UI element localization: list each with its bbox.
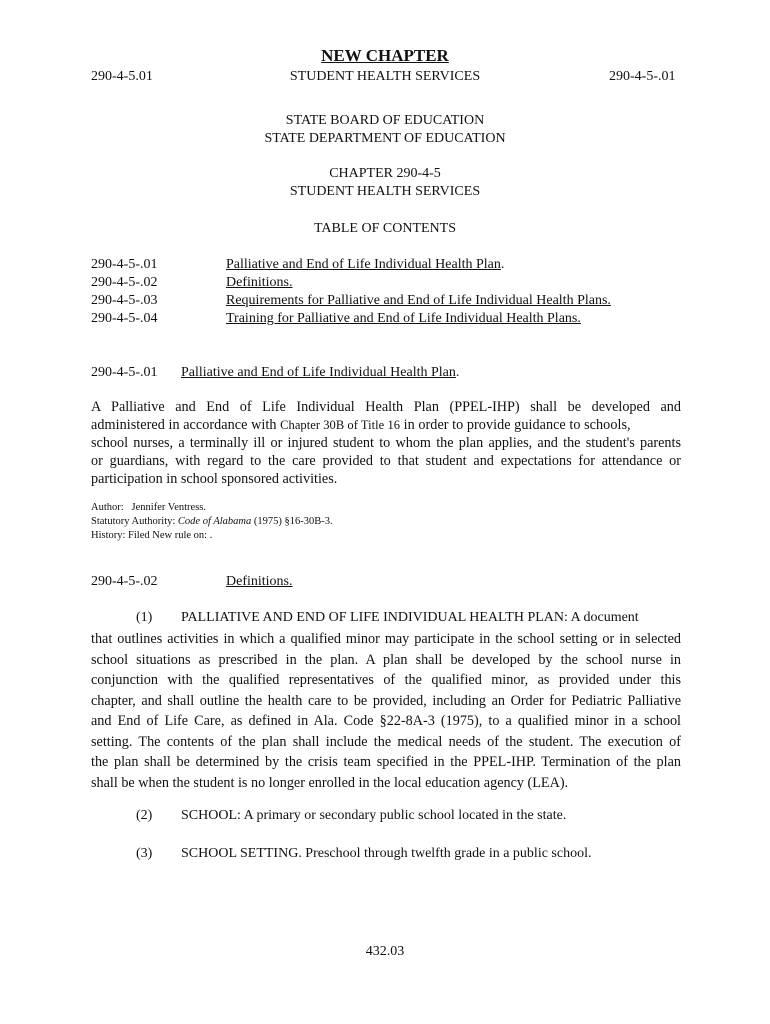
definition-3-number: (3) [136,846,153,861]
toc-link[interactable] [226,292,611,310]
section-1-body-line: or guardians, with regard to the care provided to that student and expectations for attendance or [91,453,681,469]
definition-1-first-line: PALLIATIVE AND END OF LIFE INDIVIDUAL HEALTH PLAN: A document [181,610,639,625]
toc-link[interactable] [226,310,581,328]
header-left-code: 290-4-5.01 [91,69,153,84]
chapter-number: CHAPTER 290-4-5 [329,166,441,181]
definition-1-number: (1) [136,610,153,625]
statutory-label: Statutory Authority: [91,516,176,527]
toc-title: TABLE OF CONTENTS [314,221,456,236]
header-center-title: STUDENT HEALTH SERVICES [289,69,481,84]
statutory-authority-line [91,515,333,529]
author-label: Author: [91,502,124,513]
chapter-title: STUDENT HEALTH SERVICES [289,184,481,199]
definition-1-line: and End of Life Care, as defined in Ala. Code §22-8A-3 (1975), to a qualified minor in a school [91,713,681,729]
section-1-body-text: administered in accordance with [91,417,277,433]
section-1-body-line: A Palliative and End of Life Individual Health Plan (PPEL-IHP) shall be developed and [91,399,681,415]
section-2-code: 290-4-5-.02 [91,574,158,589]
section-1-body-line [91,416,681,434]
definition-1-line: chapter, and shall outline the health care to be provided, including an Order for Pediatric Palliative [91,692,681,709]
definition-2-number: (2) [136,808,153,823]
definition-1-line: conjunction with the qualified representatives of the qualified minor, as provided under this [91,672,681,688]
section-1-title: Palliative and End of Life Individual Health Plan [181,365,456,380]
toc-code: 290-4-5-.01 [91,257,158,272]
section-1-code: 290-4-5-.01 [91,365,158,380]
author-name: Jennifer Ventress. [131,502,207,513]
definition-1-line: setting. The contents of the plan shall include the medical needs of the student. The execution of [91,733,681,750]
chapter-reference: Chapter 30B of Title 16 [280,418,401,432]
agency-line-2: STATE DEPARTMENT OF EDUCATION [264,131,506,146]
agency-line-1: STATE BOARD OF EDUCATION [285,113,485,128]
section-1-title-suffix: . [455,365,460,380]
toc-link[interactable] [226,274,293,292]
toc-link-text[interactable]: Training for Palliative and End of Life Individual Health Plans. [226,311,581,326]
toc-link-text[interactable]: Definitions. [226,275,293,290]
author-line [91,501,206,515]
statutory-rest: (1975) §16-30B-3. [253,516,333,527]
toc-link-text[interactable]: Palliative and End of Life Individual Health Plan [226,257,501,272]
definition-3-text: SCHOOL SETTING. Preschool through twelfth grade in a public school. [181,846,592,861]
section-2-title: Definitions. [226,574,293,589]
toc-code: 290-4-5-.04 [91,311,158,326]
toc-link-suffix: . [500,257,505,272]
history-line: History: Filed New rule on: . [91,530,213,541]
toc-code: 290-4-5-.02 [91,275,158,290]
toc-link[interactable] [226,256,504,274]
definition-1-line: school situations as prescribed in the plan. A plan shall be developed by the school nurse in [91,651,681,668]
toc-code: 290-4-5-.03 [91,293,158,308]
definition-1-line: the plan shall be determined by the crisis team specified in the PPEL-IHP. Termination of the plan [91,754,681,770]
definition-1-line: shall be when the student is no longer enrolled in the local education agency (LEA). [91,774,569,791]
toc-link-text[interactable]: Requirements for Palliative and End of Life Individual Health Plans. [226,293,611,308]
section-1-body-text: in order to provide guidance to schools, [400,417,631,433]
statutory-code: Code of Alabama [177,516,252,527]
definition-1-line: that outlines activities in which a qualified minor may participate in the school setting or in selected [91,631,681,647]
section-1-body-line: school nurses, a terminally ill or injured student to whom the plan applies, and the student's parents [91,435,681,451]
definition-2-text: SCHOOL: A primary or secondary public school located in the state. [181,808,567,823]
header-right-code: 290-4-5-.01 [609,69,676,84]
chapter-heading: NEW CHAPTER [321,46,449,65]
section-1-body-line: participation in school sponsored activities. [91,471,338,487]
page-number: 432.03 [365,944,405,959]
section-1-heading [181,364,459,382]
